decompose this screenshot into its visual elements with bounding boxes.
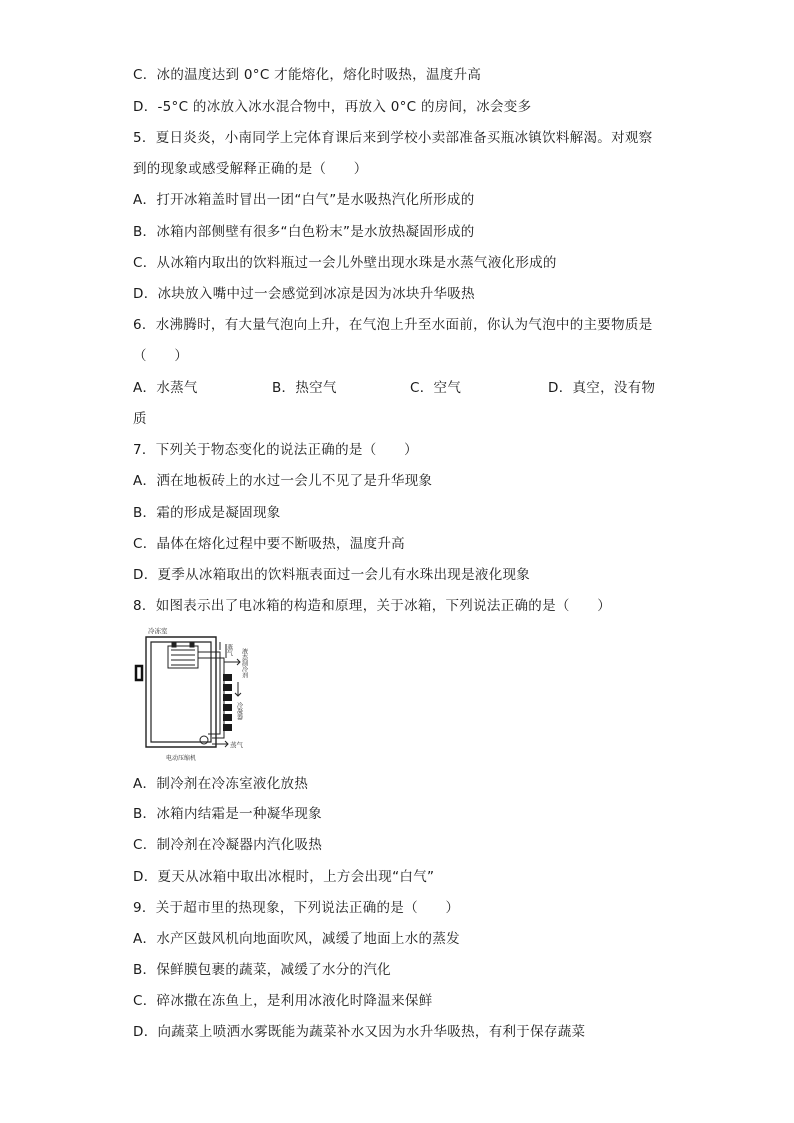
refrigerant-pipes bbox=[198, 642, 240, 738]
question-7-option-d: D．夏季从冰箱取出的饮料瓶表面过一会儿有水珠出现是液化现象 bbox=[133, 567, 531, 583]
question-7-option-a: A．洒在地板砖上的水过一会儿不见了是升华现象 bbox=[133, 473, 433, 489]
question-6-option-c: C．空气 bbox=[410, 380, 462, 396]
question-9-option-a: A．水产区鼓风机向地面吹风，减缓了地面上水的蒸发 bbox=[133, 931, 460, 947]
label-compressor: 电动压缩机 bbox=[166, 755, 197, 762]
question-8-stem: 8．如图表示出了电冰箱的构造和原理，关于冰箱，下列说法正确的是（ ） bbox=[133, 598, 612, 614]
question-7-option-c: C．晶体在熔化过程中要不断吸热，温度升高 bbox=[133, 536, 405, 552]
label-condenser-text: 冷凝器 bbox=[235, 702, 243, 720]
label-freezer: 冷冻室 bbox=[148, 627, 168, 635]
label-refrigerant bbox=[241, 647, 248, 679]
cabinet-inner-wall bbox=[151, 642, 211, 742]
question-9-option-c: C．碎冰撒在冻鱼上，是利用冰液化时降温来保鲜 bbox=[133, 993, 433, 1009]
label-vapor-top bbox=[226, 643, 233, 657]
label-condenser bbox=[236, 701, 243, 721]
refrigerator-diagram bbox=[128, 622, 268, 767]
question-7-stem: 7．下列关于物态变化的说法正确的是（ ） bbox=[133, 442, 418, 458]
question-9-option-d: D．向蔬菜上喷洒水雾既能为蔬菜补水又因为水升华吸热，有利于保存蔬菜 bbox=[133, 1024, 586, 1040]
text-line: D．-5°C 的冰放入冰水混合物中，再放入 0°C 的房间，冰会变多 bbox=[133, 99, 532, 115]
compressor bbox=[200, 736, 208, 744]
label-vapor-bottom: 蒸气 bbox=[230, 741, 243, 749]
question-5-stem: 到的现象或感受解释正确的是（ ） bbox=[133, 161, 368, 177]
question-5-stem: 5．夏日炎炎，小南同学上完体育课后来到学校小卖部准备买瓶冰镇饮料解渴。对观察 bbox=[133, 130, 653, 146]
question-5-option-a: A．打开冰箱盖时冒出一团“白气”是水吸热汽化所形成的 bbox=[133, 192, 475, 208]
arrow-down-icon bbox=[235, 682, 241, 696]
question-8-option-c: C．制冷剂在冷凝器内汽化吸热 bbox=[133, 837, 323, 853]
question-5-option-c: C．从冰箱内取出的饮料瓶过一会儿外壁出现水珠是水蒸气液化形成的 bbox=[133, 255, 557, 271]
door-handle bbox=[136, 666, 142, 680]
arrow-right-icon bbox=[212, 741, 228, 747]
cabinet-outer-wall bbox=[146, 637, 216, 747]
question-6-stem: （ ） bbox=[133, 348, 189, 364]
question-7-option-b: B．霜的形成是凝固现象 bbox=[133, 505, 281, 521]
question-6-option-d: D．真空，没有物 bbox=[548, 380, 656, 396]
question-6-option-a: A．水蒸气 bbox=[133, 380, 198, 396]
question-9-option-b: B．保鲜膜包裹的蔬菜，减缓了水分的汽化 bbox=[133, 962, 391, 978]
freezer-coil bbox=[168, 643, 198, 668]
question-9-stem: 9．关于超市里的热现象，下列说法正确的是（ ） bbox=[133, 900, 460, 916]
question-5-option-d: D．冰块放入嘴中过一会感觉到冰凉是因为冰块升华吸热 bbox=[133, 286, 475, 302]
question-5-option-b: B．冰箱内部侧壁有很多“白色粉末”是水放热凝固形成的 bbox=[133, 224, 475, 240]
question-6-option-d-cont: 质 bbox=[133, 411, 147, 427]
text-line: C．冰的温度达到 0°C 才能熔化，熔化时吸热，温度升高 bbox=[133, 67, 482, 83]
question-6-stem: 6．水沸腾时，有大量气泡向上升，在气泡上升至水面前，你认为气泡中的主要物质是 bbox=[133, 317, 653, 333]
question-8-option-d: D．夏天从冰箱中取出冰棍时，上方会出现“白气” bbox=[133, 869, 435, 885]
label-vapor-top-text: 蒸气 bbox=[225, 644, 233, 656]
question-6-option-b: B．热空气 bbox=[272, 380, 337, 396]
label-refrigerant-text: 液态制冷剂 bbox=[240, 648, 248, 678]
question-8-option-a: A．制冷剂在冷冻室液化放热 bbox=[133, 776, 309, 792]
question-8-option-b: B．冰箱内结霜是一种凝华现象 bbox=[133, 806, 322, 822]
arrow-right-icon bbox=[232, 659, 240, 665]
